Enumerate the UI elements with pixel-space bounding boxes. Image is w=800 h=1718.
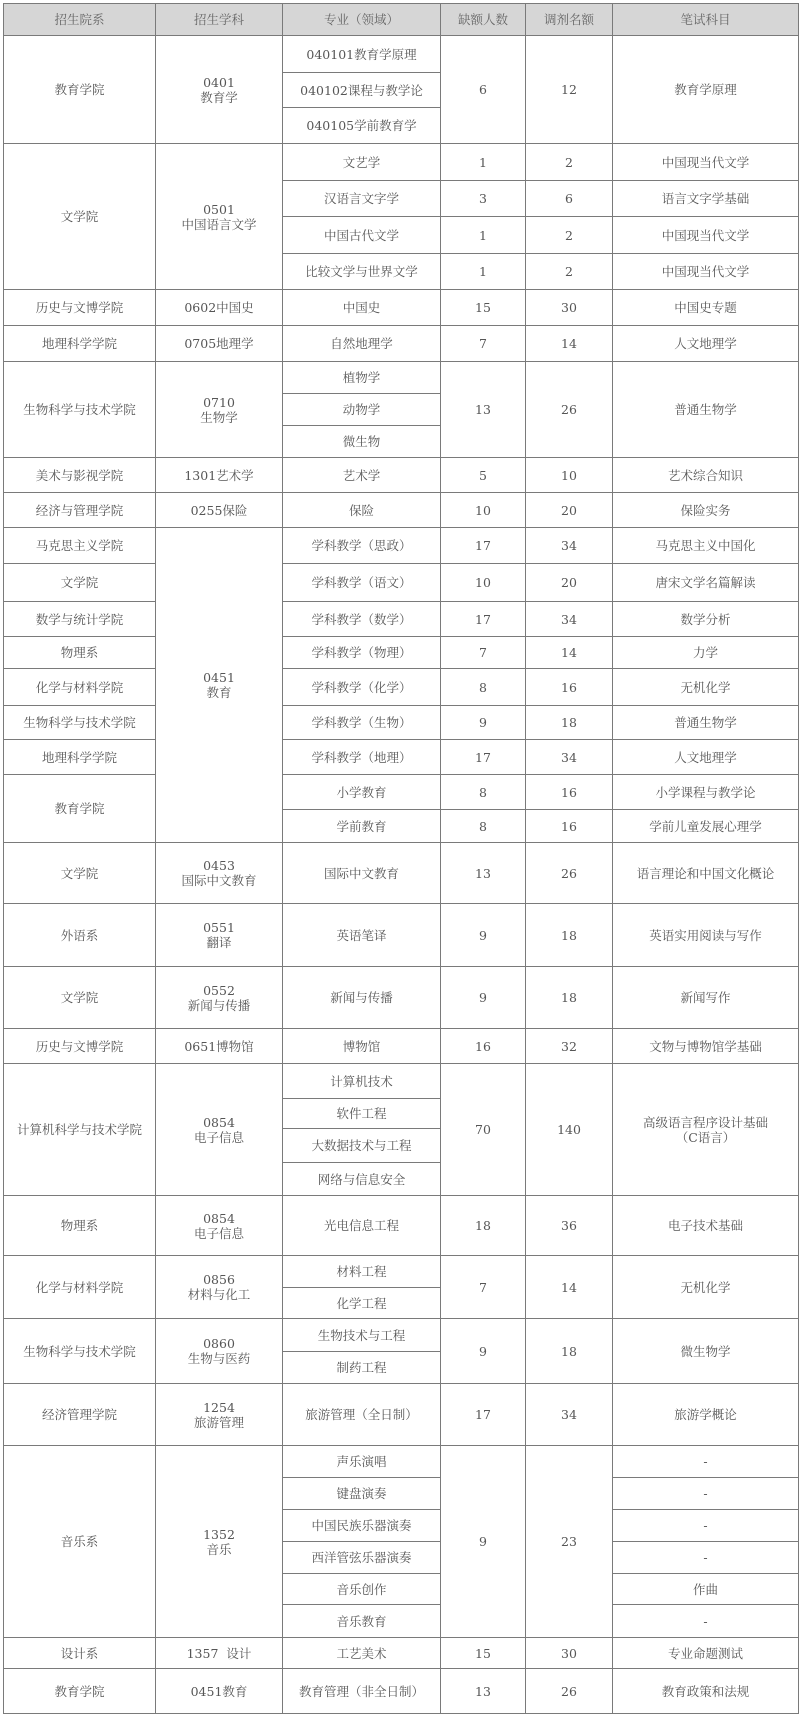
subject-cell: 0552 新闻与传播 <box>156 967 283 1029</box>
exam-cell: 唐宋文学名篇解读 <box>613 564 799 602</box>
vacancies-cell: 6 <box>441 36 526 144</box>
exam-cell: 英语实用阅读与写作 <box>613 904 799 967</box>
table-row <box>4 1384 799 1446</box>
table-row <box>4 493 799 528</box>
exam-cell: 人文地理学 <box>613 326 799 362</box>
vacancies-cell: 9 <box>441 706 526 740</box>
exam-cell: 中国史专题 <box>613 290 799 326</box>
major-cell: 旅游管理（全日制） <box>283 1384 441 1446</box>
major-cell: 音乐创作 <box>283 1574 441 1605</box>
exam-cell: - <box>613 1510 799 1542</box>
major-cell: 学科教学（物理） <box>283 637 441 669</box>
vacancies-cell: 8 <box>441 810 526 843</box>
major-cell: 学科教学（语文） <box>283 564 441 602</box>
major-cell: 音乐教育 <box>283 1605 441 1638</box>
exam-cell: 作曲 <box>613 1574 799 1605</box>
quota-cell: 26 <box>526 1669 613 1714</box>
dept-cell: 生物科学与技术学院 <box>4 1319 156 1384</box>
quota-cell: 30 <box>526 290 613 326</box>
table-row <box>4 775 799 810</box>
major-cell: 工艺美术 <box>283 1638 441 1669</box>
header-subject: 招生学科 <box>156 4 283 36</box>
header-vacancies: 缺额人数 <box>441 4 526 36</box>
subject-cell: 0602中国史 <box>156 290 283 326</box>
vacancies-cell: 1 <box>441 217 526 254</box>
exam-cell: 学前儿童发展心理学 <box>613 810 799 843</box>
quota-cell: 34 <box>526 1384 613 1446</box>
quota-cell: 20 <box>526 564 613 602</box>
exam-cell: 人文地理学 <box>613 740 799 775</box>
vacancies-cell: 1 <box>441 144 526 181</box>
vacancies-cell: 15 <box>441 1638 526 1669</box>
vacancies-cell: 15 <box>441 290 526 326</box>
exam-cell: - <box>613 1446 799 1478</box>
exam-cell: 保险实务 <box>613 493 799 528</box>
exam-cell: 马克思主义中国化 <box>613 528 799 564</box>
dept-cell: 历史与文博学院 <box>4 290 156 326</box>
vacancies-cell: 9 <box>441 1319 526 1384</box>
subject-cell: 1357 设计 <box>156 1638 283 1669</box>
quota-cell: 18 <box>526 904 613 967</box>
subject-cell: 0255保险 <box>156 493 283 528</box>
major-cell: 学科教学（化学） <box>283 669 441 706</box>
major-cell: 学科教学（生物） <box>283 706 441 740</box>
vacancies-cell: 17 <box>441 528 526 564</box>
major-cell: 040102课程与教学论 <box>283 73 441 108</box>
vacancies-cell: 18 <box>441 1196 526 1256</box>
dept-cell: 化学与材料学院 <box>4 1256 156 1319</box>
dept-cell: 生物科学与技术学院 <box>4 706 156 740</box>
dept-cell: 文学院 <box>4 843 156 904</box>
table-row <box>4 1256 799 1288</box>
quota-cell: 34 <box>526 602 613 637</box>
dept-cell: 美术与影视学院 <box>4 458 156 493</box>
exam-cell: 新闻写作 <box>613 967 799 1029</box>
major-cell: 中国民族乐器演奏 <box>283 1510 441 1542</box>
subject-cell: 1352 音乐 <box>156 1446 283 1638</box>
quota-cell: 14 <box>526 326 613 362</box>
exam-cell: 力学 <box>613 637 799 669</box>
table-row <box>4 458 799 493</box>
quota-cell: 32 <box>526 1029 613 1064</box>
major-cell: 微生物 <box>283 426 441 458</box>
major-cell: 大数据技术与工程 <box>283 1129 441 1163</box>
vacancies-cell: 8 <box>441 669 526 706</box>
exam-cell: 语言文字学基础 <box>613 181 799 217</box>
exam-cell: 旅游学概论 <box>613 1384 799 1446</box>
major-cell: 小学教育 <box>283 775 441 810</box>
major-cell: 材料工程 <box>283 1256 441 1288</box>
subject-cell: 0710 生物学 <box>156 362 283 458</box>
exam-cell: 无机化学 <box>613 1256 799 1319</box>
major-cell: 动物学 <box>283 394 441 426</box>
vacancies-cell: 13 <box>441 1669 526 1714</box>
table-row <box>4 564 799 602</box>
vacancies-cell: 9 <box>441 1446 526 1638</box>
table-row <box>4 706 799 740</box>
exam-cell: 教育政策和法规 <box>613 1669 799 1714</box>
quota-cell: 12 <box>526 36 613 144</box>
major-cell: 键盘演奏 <box>283 1478 441 1510</box>
admissions-table <box>3 3 799 1714</box>
dept-cell: 外语系 <box>4 904 156 967</box>
vacancies-cell: 10 <box>441 493 526 528</box>
subject-cell: 0860 生物与医药 <box>156 1319 283 1384</box>
table-row <box>4 843 799 904</box>
major-cell: 比较文学与世界文学 <box>283 254 441 290</box>
table-row <box>4 528 799 564</box>
dept-cell: 历史与文博学院 <box>4 1029 156 1064</box>
table-row <box>4 1064 799 1099</box>
vacancies-cell: 70 <box>441 1064 526 1196</box>
dept-cell: 物理系 <box>4 637 156 669</box>
quota-cell: 23 <box>526 1446 613 1638</box>
table-row <box>4 904 799 967</box>
exam-cell: 数学分析 <box>613 602 799 637</box>
quota-cell: 2 <box>526 217 613 254</box>
table-row <box>4 1638 799 1669</box>
quota-cell: 2 <box>526 144 613 181</box>
major-cell: 计算机技术 <box>283 1064 441 1099</box>
quota-cell: 2 <box>526 254 613 290</box>
vacancies-cell: 8 <box>441 775 526 810</box>
table-row <box>4 1196 799 1256</box>
quota-cell: 14 <box>526 1256 613 1319</box>
exam-cell: 教育学原理 <box>613 36 799 144</box>
major-cell: 博物馆 <box>283 1029 441 1064</box>
vacancies-cell: 5 <box>441 458 526 493</box>
exam-cell: 中国现当代文学 <box>613 254 799 290</box>
major-cell: 生物技术与工程 <box>283 1319 441 1352</box>
subject-cell: 0451教育 <box>156 1669 283 1714</box>
major-cell: 学科教学（地理） <box>283 740 441 775</box>
subject-cell: 0705地理学 <box>156 326 283 362</box>
exam-cell: 普通生物学 <box>613 362 799 458</box>
major-cell: 光电信息工程 <box>283 1196 441 1256</box>
vacancies-cell: 7 <box>441 637 526 669</box>
major-cell: 学科教学（思政） <box>283 528 441 564</box>
table-row <box>4 1319 799 1352</box>
dept-cell: 文学院 <box>4 564 156 602</box>
header-dept: 招生院系 <box>4 4 156 36</box>
vacancies-cell: 17 <box>441 602 526 637</box>
exam-cell: 电子技术基础 <box>613 1196 799 1256</box>
vacancies-cell: 7 <box>441 1256 526 1319</box>
quota-cell: 34 <box>526 528 613 564</box>
exam-cell: 小学课程与教学论 <box>613 775 799 810</box>
quota-cell: 140 <box>526 1064 613 1196</box>
major-cell: 中国古代文学 <box>283 217 441 254</box>
quota-cell: 18 <box>526 1319 613 1384</box>
quota-cell: 26 <box>526 843 613 904</box>
quota-cell: 30 <box>526 1638 613 1669</box>
dept-cell: 地理科学学院 <box>4 326 156 362</box>
dept-cell: 文学院 <box>4 144 156 290</box>
dept-cell: 文学院 <box>4 967 156 1029</box>
major-cell: 040101教育学原理 <box>283 36 441 73</box>
exam-cell: 微生物学 <box>613 1319 799 1384</box>
header-quota: 调剂名额 <box>526 4 613 36</box>
exam-cell: 语言理论和中国文化概论 <box>613 843 799 904</box>
dept-cell: 计算机科学与技术学院 <box>4 1064 156 1196</box>
header-row <box>4 4 799 36</box>
major-cell: 新闻与传播 <box>283 967 441 1029</box>
subject-cell: 1301艺术学 <box>156 458 283 493</box>
dept-cell: 化学与材料学院 <box>4 669 156 706</box>
subject-cell: 0854 电子信息 <box>156 1196 283 1256</box>
dept-cell: 音乐系 <box>4 1446 156 1638</box>
exam-cell: - <box>613 1478 799 1510</box>
table-row <box>4 1446 799 1478</box>
subject-cell: 0856 材料与化工 <box>156 1256 283 1319</box>
vacancies-cell: 1 <box>441 254 526 290</box>
quota-cell: 16 <box>526 669 613 706</box>
major-cell: 制药工程 <box>283 1352 441 1384</box>
major-cell: 化学工程 <box>283 1288 441 1319</box>
major-cell: 自然地理学 <box>283 326 441 362</box>
table-row <box>4 1669 799 1714</box>
vacancies-cell: 3 <box>441 181 526 217</box>
quota-cell: 10 <box>526 458 613 493</box>
quota-cell: 34 <box>526 740 613 775</box>
vacancies-cell: 10 <box>441 564 526 602</box>
subject-cell: 0651博物馆 <box>156 1029 283 1064</box>
quota-cell: 18 <box>526 967 613 1029</box>
subject-cell: 0453 国际中文教育 <box>156 843 283 904</box>
major-cell: 教育管理（非全日制） <box>283 1669 441 1714</box>
vacancies-cell: 9 <box>441 967 526 1029</box>
dept-cell: 教育学院 <box>4 36 156 144</box>
exam-cell: - <box>613 1605 799 1638</box>
major-cell: 文艺学 <box>283 144 441 181</box>
dept-cell: 设计系 <box>4 1638 156 1669</box>
dept-cell: 生物科学与技术学院 <box>4 362 156 458</box>
major-cell: 汉语言文字学 <box>283 181 441 217</box>
table-row <box>4 1029 799 1064</box>
dept-cell: 物理系 <box>4 1196 156 1256</box>
dept-cell: 经济与管理学院 <box>4 493 156 528</box>
major-cell: 040105学前教育学 <box>283 108 441 144</box>
exam-cell: - <box>613 1542 799 1574</box>
exam-cell: 高级语言程序设计基础 （C语言） <box>613 1064 799 1196</box>
subject-cell: 0854 电子信息 <box>156 1064 283 1196</box>
quota-cell: 36 <box>526 1196 613 1256</box>
quota-cell: 6 <box>526 181 613 217</box>
quota-cell: 18 <box>526 706 613 740</box>
exam-cell: 中国现当代文学 <box>613 217 799 254</box>
table-row <box>4 740 799 775</box>
dept-cell: 马克思主义学院 <box>4 528 156 564</box>
quota-cell: 26 <box>526 362 613 458</box>
major-cell: 软件工程 <box>283 1099 441 1129</box>
exam-cell: 艺术综合知识 <box>613 458 799 493</box>
vacancies-cell: 13 <box>441 843 526 904</box>
quota-cell: 16 <box>526 775 613 810</box>
exam-cell: 中国现当代文学 <box>613 144 799 181</box>
vacancies-cell: 13 <box>441 362 526 458</box>
exam-cell: 无机化学 <box>613 669 799 706</box>
subject-cell: 0451 教育 <box>156 528 283 843</box>
exam-cell: 专业命题测试 <box>613 1638 799 1669</box>
dept-cell: 经济管理学院 <box>4 1384 156 1446</box>
major-cell: 英语笔译 <box>283 904 441 967</box>
subject-cell: 1254 旅游管理 <box>156 1384 283 1446</box>
exam-cell: 普通生物学 <box>613 706 799 740</box>
vacancies-cell: 7 <box>441 326 526 362</box>
table-row <box>4 290 799 326</box>
major-cell: 国际中文教育 <box>283 843 441 904</box>
major-cell: 中国史 <box>283 290 441 326</box>
major-cell: 艺术学 <box>283 458 441 493</box>
table-row <box>4 36 799 73</box>
major-cell: 学科教学（数学） <box>283 602 441 637</box>
subject-cell: 0551 翻译 <box>156 904 283 967</box>
quota-cell: 14 <box>526 637 613 669</box>
major-cell: 西洋管弦乐器演奏 <box>283 1542 441 1574</box>
major-cell: 保险 <box>283 493 441 528</box>
major-cell: 声乐演唱 <box>283 1446 441 1478</box>
table-row <box>4 669 799 706</box>
dept-cell: 教育学院 <box>4 1669 156 1714</box>
table-row <box>4 602 799 637</box>
vacancies-cell: 9 <box>441 904 526 967</box>
subject-cell: 0501 中国语言文学 <box>156 144 283 290</box>
quota-cell: 16 <box>526 810 613 843</box>
major-cell: 网络与信息安全 <box>283 1163 441 1196</box>
table-row <box>4 362 799 394</box>
major-cell: 学前教育 <box>283 810 441 843</box>
table-row <box>4 326 799 362</box>
dept-cell: 地理科学学院 <box>4 740 156 775</box>
vacancies-cell: 17 <box>441 740 526 775</box>
quota-cell: 20 <box>526 493 613 528</box>
exam-cell: 文物与博物馆学基础 <box>613 1029 799 1064</box>
major-cell: 植物学 <box>283 362 441 394</box>
dept-cell: 教育学院 <box>4 775 156 843</box>
table-row <box>4 967 799 1029</box>
dept-cell: 数学与统计学院 <box>4 602 156 637</box>
table-row <box>4 637 799 669</box>
header-exam: 笔试科目 <box>613 4 799 36</box>
header-major: 专业（领域） <box>283 4 441 36</box>
table-row <box>4 144 799 181</box>
subject-cell: 0401 教育学 <box>156 36 283 144</box>
vacancies-cell: 17 <box>441 1384 526 1446</box>
vacancies-cell: 16 <box>441 1029 526 1064</box>
